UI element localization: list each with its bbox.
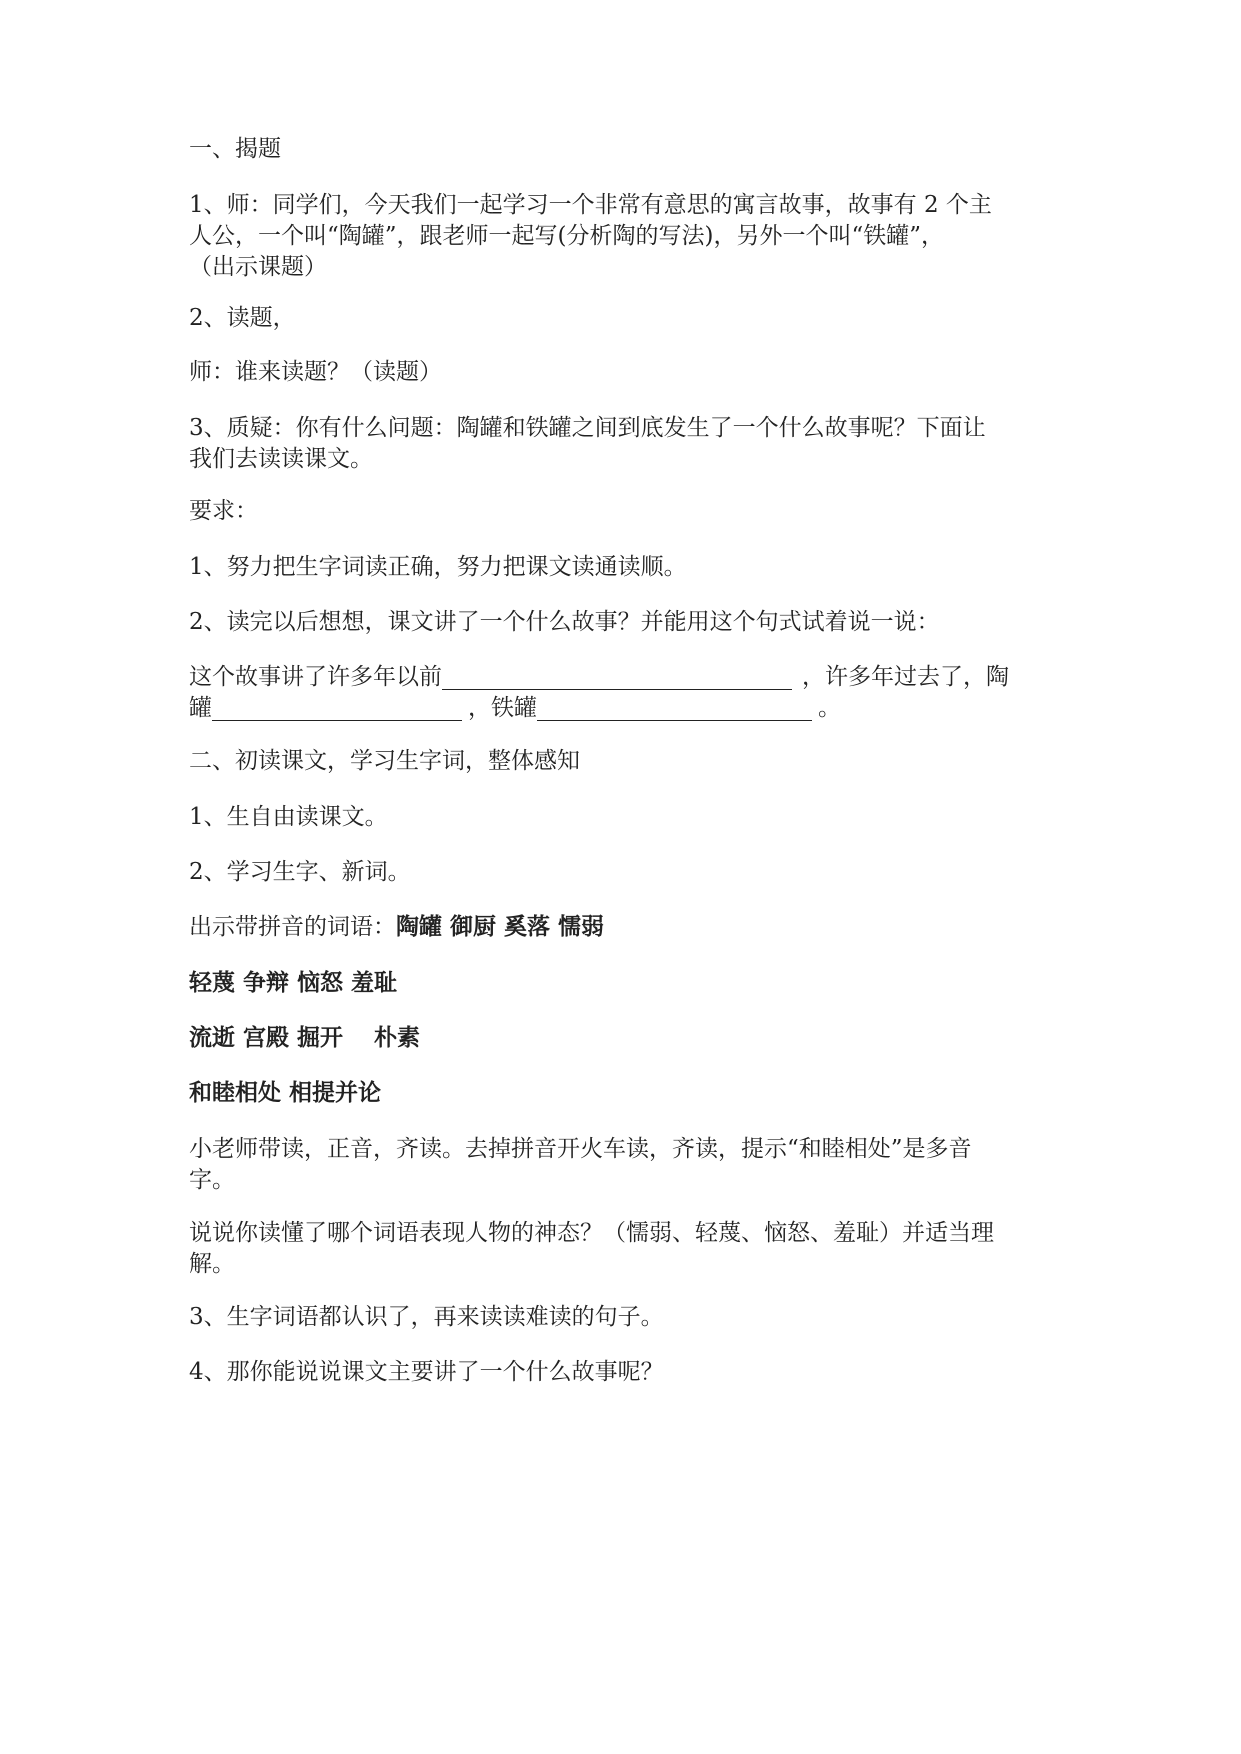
vocabulary-line bbox=[189, 910, 604, 944]
paragraph: 师：谁来读题？（读题） bbox=[189, 359, 442, 385]
fill-in-sentence-line-1 bbox=[189, 660, 1009, 694]
vocabulary-words: 和睦相处 相提并论 bbox=[189, 1079, 382, 1106]
paragraph-line: 3、质疑：你有什么问题：陶罐和铁罐之间到底发生了一个什么故事呢？下面让 bbox=[189, 415, 986, 441]
fill-blank bbox=[537, 696, 812, 721]
paragraph: 3、生字词语都认识了，再来读读难读的句子。 bbox=[189, 1304, 664, 1330]
paragraph: 2、读题， bbox=[189, 305, 296, 331]
vocabulary-words: 轻蔑 争辩 恼怒 羞耻 bbox=[189, 969, 398, 996]
requirements-label: 要求： bbox=[189, 498, 258, 524]
paragraph: 2、学习生字、新词。 bbox=[189, 859, 411, 885]
requirement-item: 2、读完以后想想，课文讲了一个什么故事？并能用这个句式试着说一说： bbox=[189, 609, 940, 635]
sentence-text: ，铁罐 bbox=[468, 695, 537, 721]
sentence-text: 这个故事讲了许多年以前 bbox=[189, 664, 442, 690]
document-page bbox=[189, 0, 1054, 1754]
paragraph-line: 1、师：同学们，今天我们一起学习一个非常有意思的寓言故事，故事有 2 个主 bbox=[189, 192, 992, 218]
sentence-text: 罐 bbox=[189, 695, 212, 721]
fill-blank bbox=[442, 665, 792, 690]
fill-in-sentence-line-2 bbox=[189, 691, 841, 725]
paragraph: 4、那你能说说课文主要讲了一个什么故事呢？ bbox=[189, 1359, 664, 1385]
paragraph-line: 字。 bbox=[189, 1167, 235, 1193]
sentence-text: ，许多年过去了，陶 bbox=[802, 664, 1009, 690]
requirement-item: 1、努力把生字词读正确，努力把课文读通读顺。 bbox=[189, 554, 687, 580]
paragraph-line: 人公，一个叫“陶罐”，跟老师一起写(分析陶的写法)，另外一个叫“铁罐”， bbox=[189, 223, 944, 249]
section-heading-2: 二、初读课文，学习生字词，整体感知 bbox=[189, 748, 580, 774]
paragraph-line: （出示课题） bbox=[189, 254, 327, 280]
paragraph-line: 解。 bbox=[189, 1251, 235, 1277]
sentence-text: 。 bbox=[818, 695, 841, 721]
paragraph-line: 我们去读读课文。 bbox=[189, 446, 373, 472]
paragraph-line: 小老师带读，正音，齐读。去掉拼音开火车读，齐读，提示“和睦相处”是多音 bbox=[189, 1136, 972, 1162]
fill-blank bbox=[212, 696, 462, 721]
vocabulary-label: 出示带拼音的词语： bbox=[189, 914, 396, 940]
paragraph: 1、生自由读课文。 bbox=[189, 804, 388, 830]
vocabulary-words: 流逝 宫殿 掘开 朴素 bbox=[189, 1024, 421, 1051]
section-heading-1: 一、揭题 bbox=[189, 136, 281, 162]
paragraph-line: 说说你读懂了哪个词语表现人物的神态？（懦弱、轻蔑、恼怒、羞耻）并适当理 bbox=[189, 1220, 994, 1246]
vocabulary-words: 陶罐 御厨 奚落 懦弱 bbox=[396, 913, 605, 940]
